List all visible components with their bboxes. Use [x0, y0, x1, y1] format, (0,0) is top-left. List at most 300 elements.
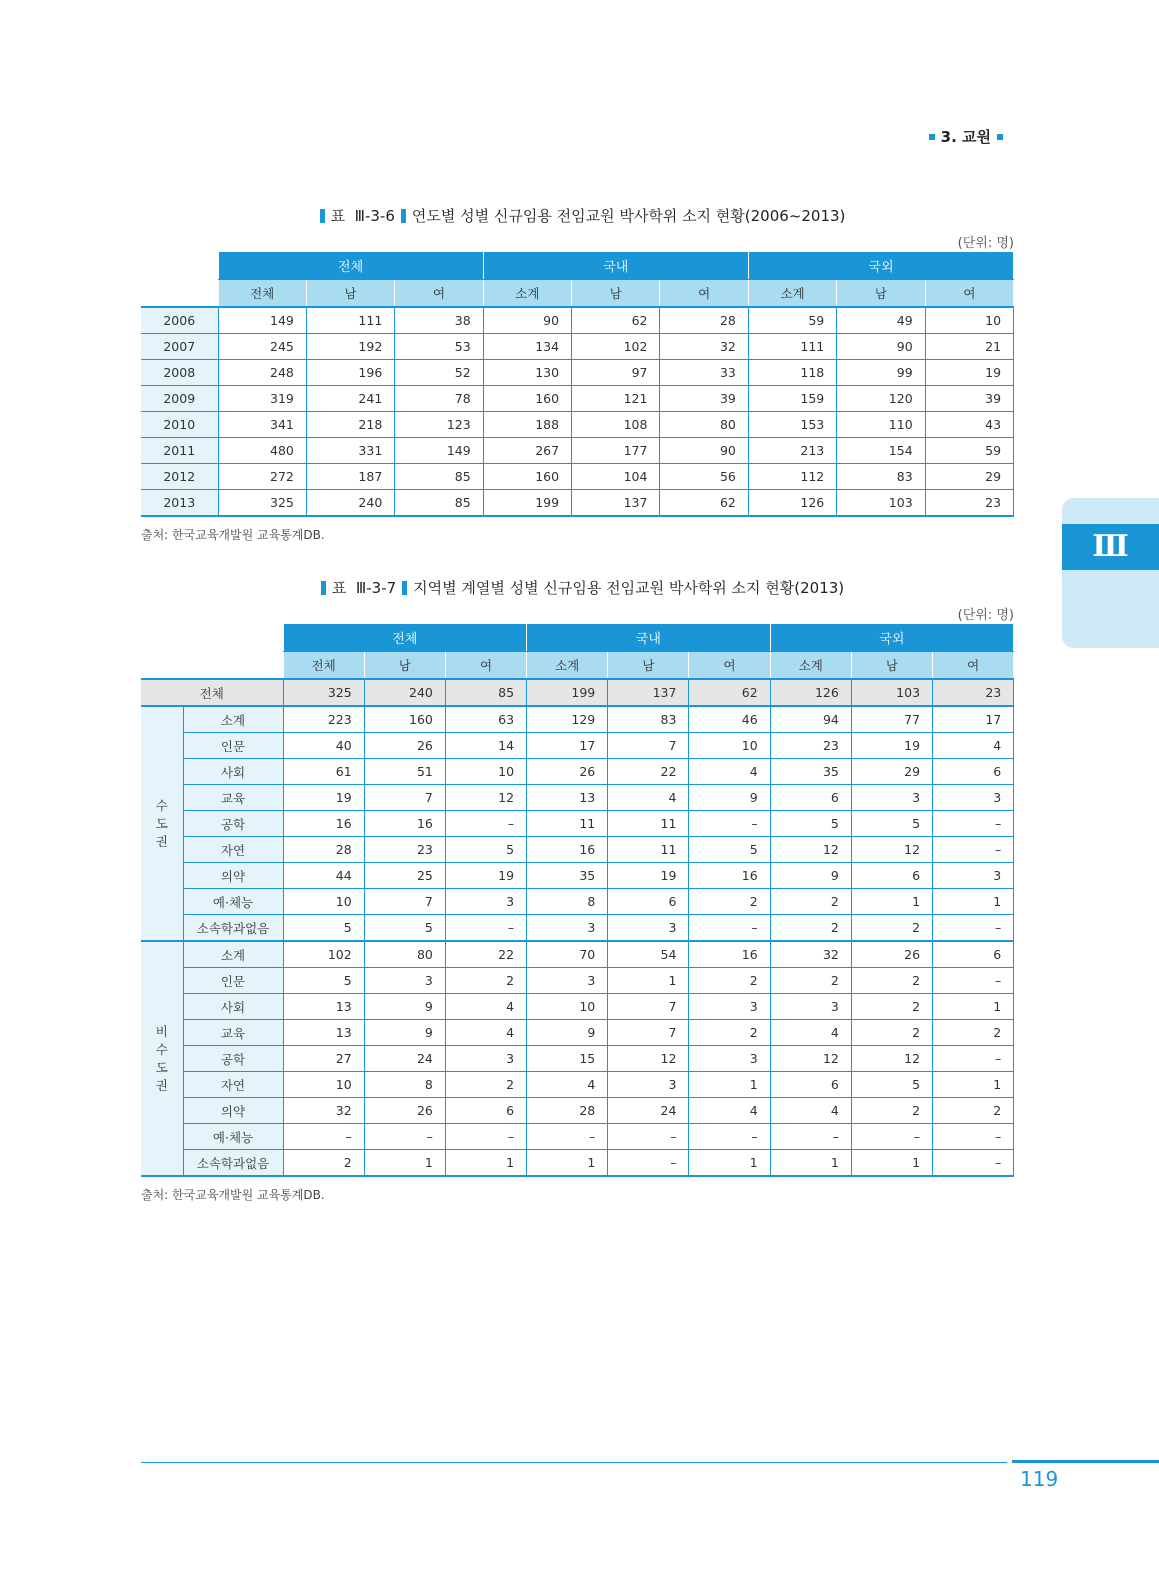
table-cell: 94 [770, 706, 851, 733]
table-cell: 5 [770, 811, 851, 837]
table1-title-number: Ⅲ-3-6 [354, 207, 395, 225]
page-number: 119 [1020, 1467, 1059, 1491]
table-cell: 3 [445, 889, 526, 915]
table-cell: 104 [572, 464, 660, 490]
table-cell: 160 [364, 706, 445, 733]
row-label-field: 교육 [183, 1020, 283, 1046]
table-cell: 90 [660, 438, 748, 464]
table-cell: 188 [483, 412, 571, 438]
region-label [141, 706, 183, 941]
table-cell: 10 [689, 733, 770, 759]
row-label-field: 공학 [183, 811, 283, 837]
table-cell: – [608, 1124, 689, 1150]
table-cell: 110 [837, 412, 925, 438]
table-cell: 3 [608, 915, 689, 942]
table-cell: 16 [689, 941, 770, 968]
table-cell: 111 [306, 307, 394, 334]
table-row [141, 1150, 1014, 1177]
table-cell: 2 [933, 1098, 1014, 1124]
table-cell: 23 [770, 733, 851, 759]
table-cell: 43 [925, 412, 1013, 438]
table-cell: 218 [306, 412, 394, 438]
table-cell: 3 [527, 968, 608, 994]
table-cell: – [933, 837, 1014, 863]
title-bar-icon [320, 209, 325, 223]
table-cell: 8 [527, 889, 608, 915]
table-cell: 118 [748, 360, 836, 386]
table-cell: 51 [364, 759, 445, 785]
table-cell: 35 [770, 759, 851, 785]
table-cell: 149 [395, 438, 483, 464]
table-cell: 130 [483, 360, 571, 386]
table-cell: 77 [851, 706, 932, 733]
region-label-char: 권 [155, 833, 168, 849]
table-cell: 16 [364, 811, 445, 837]
table-cell: 32 [660, 334, 748, 360]
row-label-year: 2010 [141, 412, 218, 438]
table-cell: 2 [851, 968, 932, 994]
table2-sub-header: 여 [689, 652, 770, 680]
table-cell: 4 [689, 1098, 770, 1124]
row-label-field: 소속학과없음 [183, 915, 283, 942]
table2-sub-header: 소계 [770, 652, 851, 680]
row-label-field: 자연 [183, 837, 283, 863]
table-cell: 85 [395, 490, 483, 517]
table-cell: 2 [283, 1150, 364, 1177]
table-cell: 1 [364, 1150, 445, 1177]
table-cell: 5 [283, 968, 364, 994]
table-cell: 22 [445, 941, 526, 968]
table-cell: – [933, 1124, 1014, 1150]
table1 [141, 251, 1014, 517]
table-cell: 199 [483, 490, 571, 517]
table-cell: 192 [306, 334, 394, 360]
table-cell: 245 [218, 334, 306, 360]
row-label-field: 의약 [183, 863, 283, 889]
table-cell: 5 [364, 915, 445, 942]
table-cell: 16 [527, 837, 608, 863]
table-cell: 54 [608, 941, 689, 968]
table-cell: 160 [483, 464, 571, 490]
table-cell: 9 [364, 1020, 445, 1046]
table-cell: 1 [527, 1150, 608, 1177]
table-cell: 1 [933, 1072, 1014, 1098]
table-cell: 52 [395, 360, 483, 386]
table-cell: 102 [572, 334, 660, 360]
table-row [141, 490, 1014, 517]
table-cell: 13 [283, 1020, 364, 1046]
table-row [141, 334, 1014, 360]
table-cell: – [933, 1150, 1014, 1177]
row-label-year: 2009 [141, 386, 218, 412]
title-bar-icon [402, 581, 407, 595]
table-cell: – [689, 811, 770, 837]
table-cell: 26 [851, 941, 932, 968]
table-row [141, 915, 1014, 942]
section-header [929, 126, 1003, 147]
table-cell: 23 [364, 837, 445, 863]
table1-group-header: 국내 [483, 252, 748, 280]
table-cell: 12 [608, 1046, 689, 1072]
table1-sub-header: 여 [925, 280, 1013, 308]
table1-sub-header: 여 [660, 280, 748, 308]
table-cell: 1 [770, 1150, 851, 1177]
table-cell: 325 [283, 679, 364, 706]
table-cell: 19 [283, 785, 364, 811]
table-cell: – [445, 1124, 526, 1150]
table-cell: 3 [851, 785, 932, 811]
table-cell: 70 [527, 941, 608, 968]
table-cell: 120 [837, 386, 925, 412]
table-cell: 102 [283, 941, 364, 968]
table-cell: 33 [660, 360, 748, 386]
table-cell: 4 [445, 1020, 526, 1046]
table-cell: 103 [837, 490, 925, 517]
table-cell: – [364, 1124, 445, 1150]
table-cell: – [933, 811, 1014, 837]
table-cell: 7 [364, 785, 445, 811]
table-cell: 56 [660, 464, 748, 490]
table-cell: – [445, 915, 526, 942]
table-cell: 28 [283, 837, 364, 863]
table-cell: 272 [218, 464, 306, 490]
table1-corner [141, 280, 218, 308]
table-cell: 12 [770, 837, 851, 863]
row-label-year: 2012 [141, 464, 218, 490]
row-label-field: 사회 [183, 994, 283, 1020]
table2-source: 출처: 한국교육개발원 교육통계DB. [141, 1188, 325, 1202]
table-cell: 4 [608, 785, 689, 811]
table-cell: 17 [527, 733, 608, 759]
table-cell: – [445, 811, 526, 837]
table-cell: 85 [395, 464, 483, 490]
row-label-field: 인문 [183, 968, 283, 994]
table1-sub-header: 남 [306, 280, 394, 308]
table-row [141, 759, 1014, 785]
table-cell: – [770, 1124, 851, 1150]
table1-corner [141, 252, 218, 280]
row-label-year: 2006 [141, 307, 218, 334]
table1-sub-header: 남 [572, 280, 660, 308]
table1-title-prefix: 표 [330, 207, 346, 225]
table-row [141, 386, 1014, 412]
table-cell: – [689, 915, 770, 942]
table2-sub-header: 남 [851, 652, 932, 680]
square-bullet-icon [997, 134, 1003, 140]
table-cell: 5 [851, 811, 932, 837]
table-cell: 111 [748, 334, 836, 360]
row-label-field: 예·체능 [183, 1124, 283, 1150]
table-cell: 240 [364, 679, 445, 706]
table-cell: 63 [445, 706, 526, 733]
table-cell: 16 [283, 811, 364, 837]
table-row-total [141, 679, 1014, 706]
table-cell: 80 [660, 412, 748, 438]
table-cell: 121 [572, 386, 660, 412]
table-cell: 40 [283, 733, 364, 759]
table-cell: 134 [483, 334, 571, 360]
table-cell: 9 [689, 785, 770, 811]
row-label-year: 2013 [141, 490, 218, 517]
table-cell: 2 [689, 889, 770, 915]
table-cell: 78 [395, 386, 483, 412]
table-cell: 5 [689, 837, 770, 863]
table-cell: 1 [933, 994, 1014, 1020]
table-cell: 2 [770, 889, 851, 915]
table-cell: 26 [364, 733, 445, 759]
table-cell: 59 [925, 438, 1013, 464]
table-cell: 24 [608, 1098, 689, 1124]
table-row [141, 1046, 1014, 1072]
table1-sub-header: 소계 [483, 280, 571, 308]
chapter-side-tab [1062, 498, 1159, 648]
table-cell: 25 [364, 863, 445, 889]
table-cell: 12 [445, 785, 526, 811]
row-label-field: 소계 [183, 706, 283, 733]
table-cell: 22 [608, 759, 689, 785]
row-label-field: 인문 [183, 733, 283, 759]
region-label-char: 도 [155, 1059, 168, 1075]
table-cell: 10 [283, 1072, 364, 1098]
table-cell: 177 [572, 438, 660, 464]
table-cell: 62 [572, 307, 660, 334]
table2-title [0, 577, 1159, 598]
table2-title-prefix: 표 [331, 579, 347, 597]
table-cell: – [933, 968, 1014, 994]
table2-group-header: 국내 [527, 624, 771, 652]
table-cell: 267 [483, 438, 571, 464]
table-row [141, 360, 1014, 386]
table-cell: 97 [572, 360, 660, 386]
table-cell: 240 [306, 490, 394, 517]
region-label-char: 권 [155, 1077, 168, 1093]
table-row [141, 307, 1014, 334]
table-cell: 103 [851, 679, 932, 706]
table-cell: 19 [608, 863, 689, 889]
table-cell: 2 [689, 968, 770, 994]
table-cell: 319 [218, 386, 306, 412]
table-cell: 90 [483, 307, 571, 334]
region-label-char: 도 [155, 815, 168, 831]
row-label-field: 의약 [183, 1098, 283, 1124]
table-cell: 112 [748, 464, 836, 490]
table-cell: 2 [851, 1020, 932, 1046]
table-cell: 28 [660, 307, 748, 334]
chapter-roman-numeral: Ⅲ [1062, 524, 1159, 570]
table-cell: 15 [527, 1046, 608, 1072]
table-cell: 7 [608, 733, 689, 759]
table-cell: 59 [748, 307, 836, 334]
table-cell: 2 [851, 994, 932, 1020]
table-cell: 16 [689, 863, 770, 889]
table-cell: 9 [770, 863, 851, 889]
table-cell: – [689, 1124, 770, 1150]
table-row [141, 1020, 1014, 1046]
table-cell: 10 [527, 994, 608, 1020]
table-cell: 35 [527, 863, 608, 889]
table-cell: 17 [933, 706, 1014, 733]
table2-corner [141, 652, 283, 680]
table-cell: 3 [527, 915, 608, 942]
table-cell: 53 [395, 334, 483, 360]
table-cell: 44 [283, 863, 364, 889]
table2-sub-header: 남 [364, 652, 445, 680]
table-cell: 10 [283, 889, 364, 915]
table-cell: 241 [306, 386, 394, 412]
table-cell: 29 [925, 464, 1013, 490]
table-cell: 137 [608, 679, 689, 706]
table2-title-number: Ⅲ-3-7 [355, 579, 397, 597]
table-cell: 159 [748, 386, 836, 412]
table-cell: 2 [770, 915, 851, 942]
table-row [141, 968, 1014, 994]
table-cell: 6 [608, 889, 689, 915]
table-cell: 5 [283, 915, 364, 942]
table-row [141, 889, 1014, 915]
table-cell: 6 [770, 1072, 851, 1098]
row-label-field: 예·체능 [183, 889, 283, 915]
table-cell: 196 [306, 360, 394, 386]
row-label-field: 사회 [183, 759, 283, 785]
table-cell: 137 [572, 490, 660, 517]
table-cell: 126 [770, 679, 851, 706]
section-title: 3. 교원 [940, 128, 991, 146]
table-cell: 19 [851, 733, 932, 759]
table-cell: 1 [689, 1072, 770, 1098]
row-label-year: 2008 [141, 360, 218, 386]
table-row [141, 994, 1014, 1020]
table-cell: 32 [283, 1098, 364, 1124]
table2-corner [141, 624, 283, 652]
table-cell: 10 [445, 759, 526, 785]
table-cell: 1 [851, 1150, 932, 1177]
table-cell: 38 [395, 307, 483, 334]
table-cell: 187 [306, 464, 394, 490]
table-cell: 32 [770, 941, 851, 968]
table-cell: 4 [770, 1098, 851, 1124]
table-cell: 13 [283, 994, 364, 1020]
table-cell: 1 [933, 889, 1014, 915]
table-cell: 26 [364, 1098, 445, 1124]
table1-source: 출처: 한국교육개발원 교육통계DB. [141, 528, 325, 542]
table-cell: 199 [527, 679, 608, 706]
table2-title-text: 지역별 계열별 성별 신규임용 전임교원 박사학위 소지 현황(2013) [413, 579, 845, 597]
table1-title [0, 205, 1159, 226]
table-cell: – [933, 1046, 1014, 1072]
table-cell: 11 [608, 811, 689, 837]
table-cell: 2 [445, 1072, 526, 1098]
table-cell: 4 [527, 1072, 608, 1098]
table-cell: 6 [445, 1098, 526, 1124]
table-cell: 3 [770, 994, 851, 1020]
table1-group-header: 국외 [748, 252, 1013, 280]
table-row [141, 863, 1014, 889]
table-cell: 341 [218, 412, 306, 438]
table2-group-header: 전체 [283, 624, 527, 652]
table-cell: 23 [925, 490, 1013, 517]
table1-unit: (단위: 명) [957, 236, 1014, 251]
table-cell: – [283, 1124, 364, 1150]
table-cell: 126 [748, 490, 836, 517]
square-bullet-icon [929, 134, 935, 140]
table-cell: 27 [283, 1046, 364, 1072]
table-cell: 83 [608, 706, 689, 733]
table-cell: 223 [283, 706, 364, 733]
table-row [141, 438, 1014, 464]
table-cell: 3 [689, 1046, 770, 1072]
table-cell: 9 [364, 994, 445, 1020]
table-row [141, 941, 1014, 968]
table-cell: 6 [933, 941, 1014, 968]
title-bar-icon [401, 209, 406, 223]
table-cell: – [527, 1124, 608, 1150]
table-cell: 14 [445, 733, 526, 759]
table-cell: 248 [218, 360, 306, 386]
table1-sub-header: 소계 [748, 280, 836, 308]
row-label-field: 자연 [183, 1072, 283, 1098]
footer-rule [141, 1462, 1007, 1463]
table-cell: 3 [933, 785, 1014, 811]
row-label-year: 2011 [141, 438, 218, 464]
table-cell: 29 [851, 759, 932, 785]
table2-sub-header: 여 [445, 652, 526, 680]
row-label-field: 공학 [183, 1046, 283, 1072]
row-label-year: 2007 [141, 334, 218, 360]
region-label [141, 941, 183, 1176]
table-cell: – [851, 1124, 932, 1150]
table-cell: 129 [527, 706, 608, 733]
table-cell: 12 [851, 1046, 932, 1072]
table-cell: 325 [218, 490, 306, 517]
table2 [141, 623, 1014, 1177]
table-cell: – [608, 1150, 689, 1177]
table-cell: 5 [851, 1072, 932, 1098]
table2-sub-header: 여 [933, 652, 1014, 680]
table-cell: 108 [572, 412, 660, 438]
table-cell: 61 [283, 759, 364, 785]
table-cell: 149 [218, 307, 306, 334]
table-row [141, 412, 1014, 438]
table-row [141, 811, 1014, 837]
table-cell: 3 [689, 994, 770, 1020]
table-cell: 23 [933, 679, 1014, 706]
table-cell: 6 [770, 785, 851, 811]
table-cell: 9 [527, 1020, 608, 1046]
table-row [141, 1124, 1014, 1150]
table-cell: 11 [608, 837, 689, 863]
table-cell: 3 [364, 968, 445, 994]
table-cell: 2 [933, 1020, 1014, 1046]
table2-group-header: 국외 [770, 624, 1014, 652]
table-cell: 5 [445, 837, 526, 863]
table-cell: 2 [445, 968, 526, 994]
table1-title-text: 연도별 성별 신규임용 전임교원 박사학위 소지 현황(2006~2013) [411, 207, 846, 225]
table2-sub-header: 남 [608, 652, 689, 680]
table-cell: 3 [445, 1046, 526, 1072]
table-cell: 39 [660, 386, 748, 412]
table-cell: 1 [689, 1150, 770, 1177]
table-cell: 12 [770, 1046, 851, 1072]
table-cell: 49 [837, 307, 925, 334]
table-cell: 80 [364, 941, 445, 968]
table-row [141, 1098, 1014, 1124]
table-cell: 160 [483, 386, 571, 412]
table-cell: 85 [445, 679, 526, 706]
row-label-field: 교육 [183, 785, 283, 811]
title-bar-icon [321, 581, 326, 595]
table1-sub-header: 남 [837, 280, 925, 308]
table-cell: 28 [527, 1098, 608, 1124]
